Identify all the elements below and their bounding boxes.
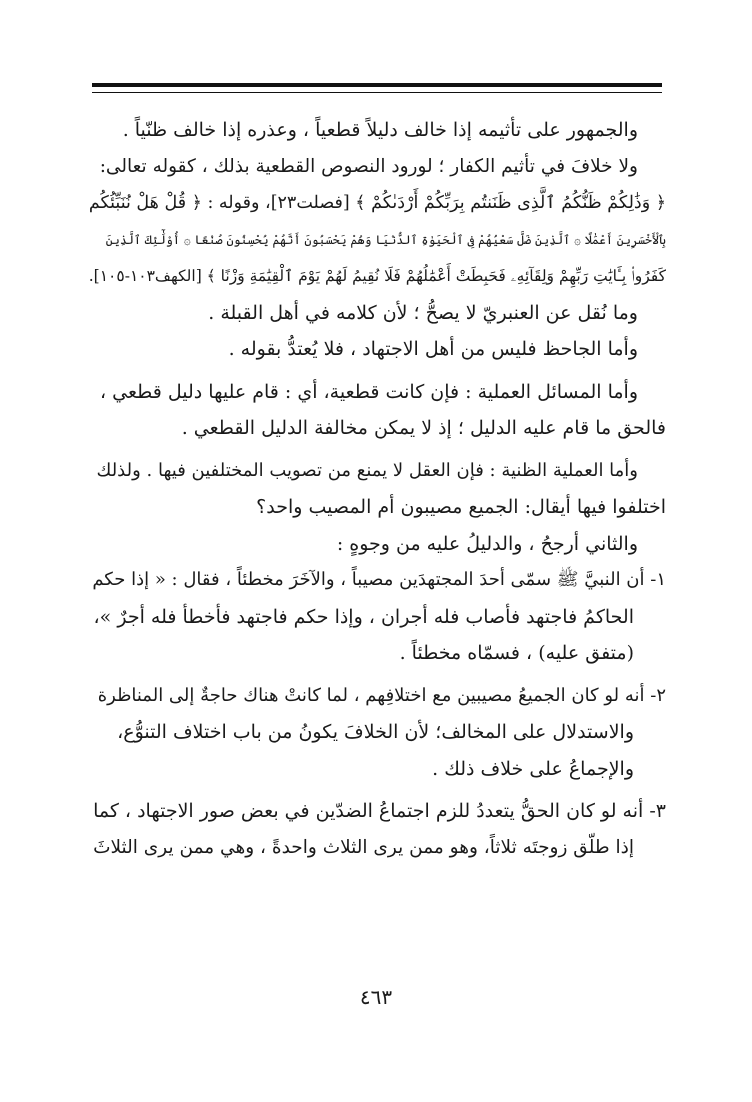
header-rule-thin [92, 92, 662, 93]
paragraph-disbelievers: ولا خلافَ في تأثيم الكفار ؛ لورود النصوص القطعية بذلك ، كقوله تعالى: [99, 155, 638, 177]
list-item-3-cont: إذا طلّق زوجتَه ثلاثاً، وهو ممن يرى الثلاث واحدةً ، وهي ممن يرى الثلاثَ [93, 836, 634, 858]
paragraph-practical-issues-cont: فالحق ما قام عليه الدليل ؛ إذ لا يمكن مخالفة الدليل القطعي . [181, 417, 666, 439]
page-body [90, 112, 666, 866]
paragraph-speculative-issues-cont: اختلفوا فيها أيقال: الجميع مصيبون أم المصيب واحد؟ [256, 496, 666, 518]
list-item-1: ١- أن النبيَّ ﷺ سمّى أحدَ المجتهدَين مصيباً ، والآخَرَ مخطئاً ، فقال : « إذا حكم [92, 569, 666, 590]
paragraph-anbari: وما نُقل عن العنبريّ لا يصحُّ ؛ لأن كلامه في أهل القبلة . [208, 301, 638, 324]
list-item-2-end: والإجماعُ على خلاف ذلك . [432, 757, 634, 780]
paragraph-preferred-view: والثاني أرجحُ ، والدليلُ عليه من وجوهٍ : [336, 532, 638, 555]
header-rule-thick [92, 83, 662, 87]
paragraph-practical-issues: وأما المسائل العملية : فإن كانت قطعية، أي : قام عليها دليل قطعي ، [100, 380, 638, 403]
quran-verse-kahf-1: بِٱلْأَخْسَرِينَ أَعْمَٰلًا ۞ ٱلَّذِينَ ضَلَّ سَعْيُهُمْ فِى ٱلْحَيَوٰةِ ٱلدُّنْيَا وَهُمْ يَحْسَبُونَ أَنَّهُمْ يُحْسِنُونَ صُنْعًا ۞ أُوْلَٰٓئِكَ ٱلَّذِينَ [105, 232, 666, 247]
list-item-2-cont: والاستدلال على المخالف؛ لأن الخلافَ يكونُ من باب اختلاف التنوُّع، [117, 721, 634, 743]
paragraph-majority-view: والجمهور على تأثيمه إذا خالف دليلاً قطعياً ، وعذره إذا خالف ظنّياً . [122, 119, 638, 141]
page-number: ٤٦٣ [359, 985, 393, 1009]
quran-verse-fussilat: ﴿ وَذَٰلِكُمْ ظَنُّكُمُ ٱلَّذِى ظَنَنتُم بِرَبِّكُمْ أَرْدَىٰكُمْ ﴾ [فصلت٢٣]، وقوله : ﴿ قُلْ هَلْ نُنَبِّئُكُم [88, 193, 666, 213]
list-item-2: ٢- أنه لو كان الجميعُ مصيبين مع اختلافِهم ، لما كانتْ هناك حاجةٌ إلى المناظرة [97, 684, 666, 706]
paragraph-jahiz: وأما الجاحظ فليس من أهل الاجتهاد ، فلا يُعتدُّ بقوله . [228, 338, 638, 360]
list-item-1-cont: الحاكمُ فاجتهد فأصاب فله أجران ، وإذا حكم فاجتهد فأخطأ فله أجرٌ »، [93, 605, 634, 628]
quran-verse-kahf-2: كَفَرُوا۟ بِـَٔايَٰتِ رَبِّهِمْ وَلِقَآئِهِۦ فَحَبِطَتْ أَعْمَٰلُهُمْ فَلَا نُقِيمُ لَهُمْ يَوْمَ ٱلْقِيَٰمَةِ وَزْنًا ﴾ [الكهف١٠٣-١٠٥]. [88, 267, 666, 285]
list-item-3: ٣- أنه لو كان الحقُّ يتعددُ للزم اجتماعُ الضدّين في بعض صور الاجتهاد ، كما [93, 800, 666, 822]
paragraph-speculative-issues: وأما العملية الظنية : فإن العقل لا يمنع من تصويب المختلفين فيها . ولذلك [96, 459, 638, 481]
list-item-1-end: (متفق عليه) ، فسمّاه مخطئاً . [399, 642, 634, 664]
